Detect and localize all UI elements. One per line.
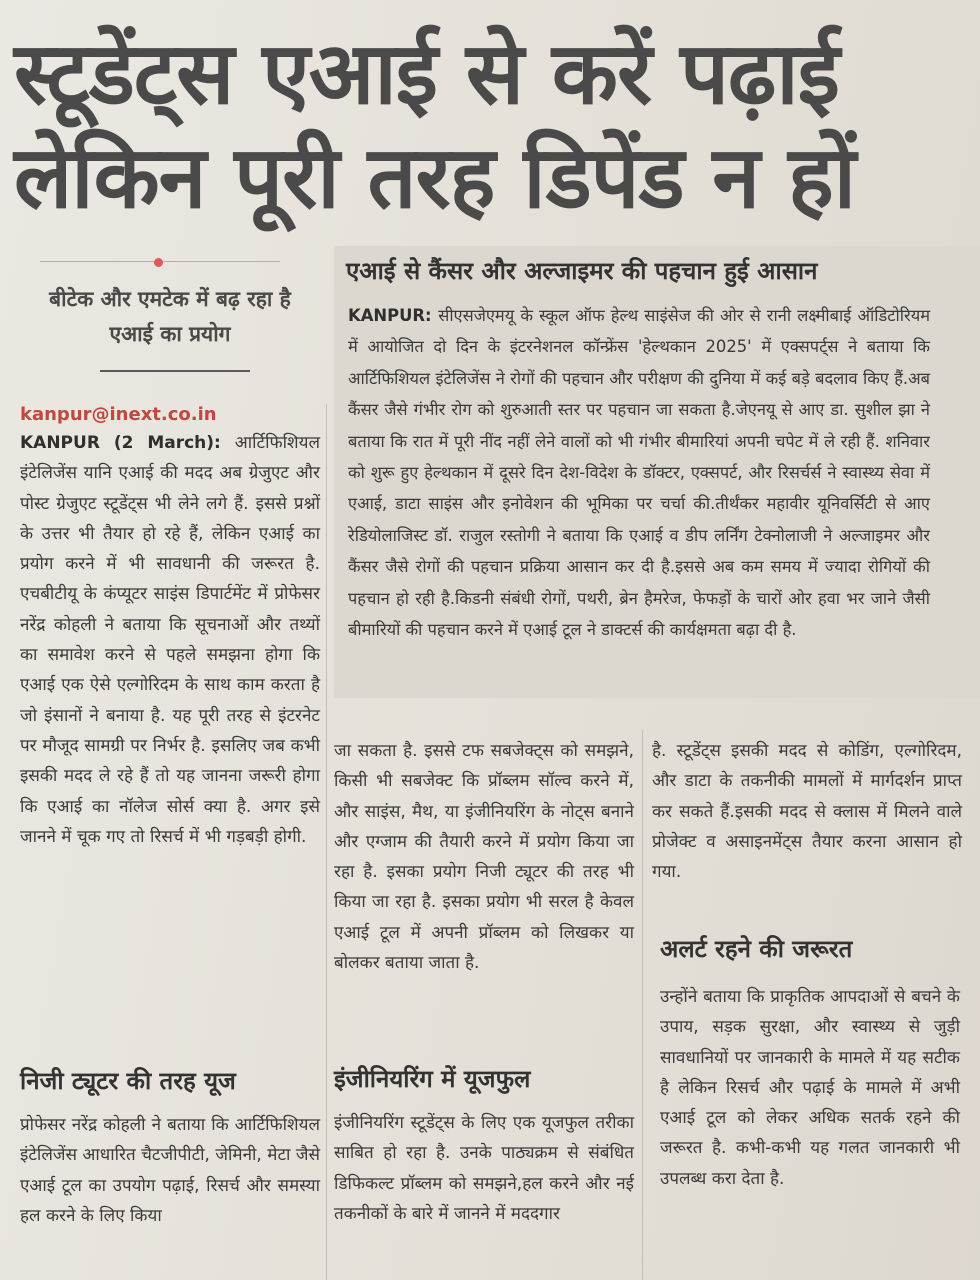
section-heading-engineering: इंजीनियरिंग में यूजफुल	[334, 1065, 531, 1093]
section-text-engineering: इंजीनियरिंग स्टूडेंट्स के लिए एक यूजफुल तरीका साबित हो रहा है. उनके पाठ्यक्रम से संबंधित डिफिकल्ट प्रॉब्लम को समझने,हल करने और नई तकनीकों के बारे में जानने में मददगार	[334, 1113, 634, 1224]
column-divider	[642, 730, 643, 1280]
divider-dot-icon	[154, 258, 163, 267]
headline-line-2: लेकिन पूरी तरह डिपेंड न हों	[14, 128, 856, 228]
article-text: आर्टिफिशियल इंटेलिजेंस यानि एआई की मदद अब ग्रेजुएट और पोस्ट ग्रेजुएट स्टूडेंट्स भी लेने लगे हैं. इससे प्रश्नों के उत्तर भी तैयार हो रहे हैं, लेकिन एआई का प्रयोग करने में भी सावधानी की जरूरत है. एचबीटीयू के कंप्यूटर साइंस डिपार्टमेंट में प्रोफेसर नरेंद्र कोहली ने बताया कि सूचनाओं और तथ्यों का समावेश करने से पहले समझना होगा कि एआई एक ऐसे एल्गोरिदम के साथ काम करता है जो इंसानों ने बनाया है. यह पूरी तरह से इंटरनेट पर मौजूद सामग्री पर निर्भर है. इसलिए जब कभी इसकी मदद ले रहे हैं तो यह जानना जरूरी होगा कि एआई का नॉलेज सोर्स क्या है. अगर इसे जानने में चूक गए तो रिसर्च में भी गड़बड़ी होगी.	[20, 433, 320, 847]
headline-line-1: स्टूडेंट्स एआई से करें पढ़ाई	[14, 24, 839, 124]
subheadline: बीटेक और एमटेक में बढ़ रहा है एआई का प्रयोग	[49, 287, 291, 346]
dateline: KANPUR (2 March):	[20, 433, 235, 453]
column-divider	[326, 404, 327, 1280]
box-text	[348, 300, 930, 645]
section-text-nizi-tutor: प्रोफेसर नरेंद्र कोहली ने बताया कि आर्टिफिशियल इंटेलिजेंस आधारित चैटजीपीटी, जेमिनी, मेटा जैसे एआई टूल का उपयोग पढ़ाई, रिसर्च और समस्या हल करने के लिए किया	[20, 1115, 320, 1226]
subhead-rule	[100, 370, 250, 372]
headline	[14, 22, 964, 230]
box-title: एआई से कैंसर और अल्जाइमर की पहचान हुई आसान	[346, 257, 818, 285]
article-column-3: है. स्टूडेंट्स इसकी मदद से कोडिंग, एल्गोरिदम, और डाटा के तकनीकी मामलों में मार्गदर्शन प्राप्त कर सकते हैं.इसकी मदद से क्लास में मिलने वाले प्रोजेक्ट व असाइनमेंट्स तैयार करना आसान हो गया.	[652, 741, 962, 883]
section-heading-nizi-tutor: निजी ट्यूटर की तरह यूज	[20, 1067, 236, 1095]
section-text-alert: उन्होंने बताया कि प्राकृतिक आपदाओं से बचने के उपाय, सड़क सुरक्षा, और स्वास्थ्य से जुड़ी सावधानियों पर जानकारी के मामले में यह सटीक है लेकिन रिसर्च और पढ़ाई के मामले में अभी एआई टूल को लेकर अधिक सतर्क रहने की जरूरत है. कभी-कभी यह गलत जानकारी भी उपलब्ध करा देता है.	[660, 987, 960, 1189]
box-dateline: KANPUR:	[348, 306, 439, 325]
dot-divider	[40, 258, 280, 266]
article-column-1	[20, 428, 320, 852]
section-heading-alert: अलर्ट रहने की जरूरत	[660, 935, 853, 963]
article-column-2: जा सकता है. इससे टफ सबजेक्ट्स को समझने, किसी भी सबजेक्ट कि प्रॉब्लम सॉल्व करने में, और साइंस, मैथ, या इंजीनियरिंग के नोट्स बनाने और एग्जाम की तैयारी करने में प्रयोग किया जा रहा है. इसका प्रयोग निजी ट्यूटर की तरह भी किया जा रहा है. इसका प्रयोग भी सरल है केवल एआई टूल में अपनी प्रॉब्लम को लिखकर या बोलकर बताया जाता है.	[334, 741, 634, 974]
reporter-email: kanpur@inext.co.in	[20, 404, 217, 425]
box-body: सीएसजेएमयू के स्कूल ऑफ हेल्थ साइंसेज की ओर से रानी लक्ष्मीबाई ऑडिटोरियम में आयोजित दो दिन के इंटरनेशनल कॉन्फ्रेंस 'हेल्थकान 2025' में एक्सपर्ट्स ने बताया कि आर्टिफिशियल इंटेलिजेंस ने रोगों की पहचान और परीक्षण की दुनिया में कई बड़े बदलाव किए हैं.अब कैंसर जैसे गंभीर रोग को शुरुआती स्तर पर पहचान जा सकता है.जेएनयू से आए डा. सुशील झा ने बताया कि रात में पूरी नींद नहीं लेने वालों को भी गंभीर बीमारियां अपनी चपेट में ले रही हैं. शनिवार को शुरू हुए हेल्थकान में दूसरे दिन देश-विदेश के डॉक्टर, एक्सपर्ट, और रिसर्चर्स ने स्वास्थ्य सेवा में एआई, डाटा साइंस और इनोवेशन की भूमिका पर चर्चा की.तीर्थंकर महावीर यूनिवर्सिटी से आए रेडियोलाजिस्ट डॉ. राजुल रस्तोगी ने बताया कि एआई व डीप लर्निंग टेक्नोलाजी ने अल्जाइमर और कैंसर जैसे रोगों की पहचान प्रक्रिया आसान कर दी है.इससे अब कम समय में ज्यादा रोगियों की पहचान हो रही है.किडनी संबंधी रोगों, पथरी, ब्रेन हैमरेज, फेफड़ों के चारों ओर हवा भर जाने जैसी बीमारियों की पहचान करने में एआई टूल ने डाक्टर्स की कार्यक्षमता बढ़ा दी है.	[348, 306, 930, 640]
